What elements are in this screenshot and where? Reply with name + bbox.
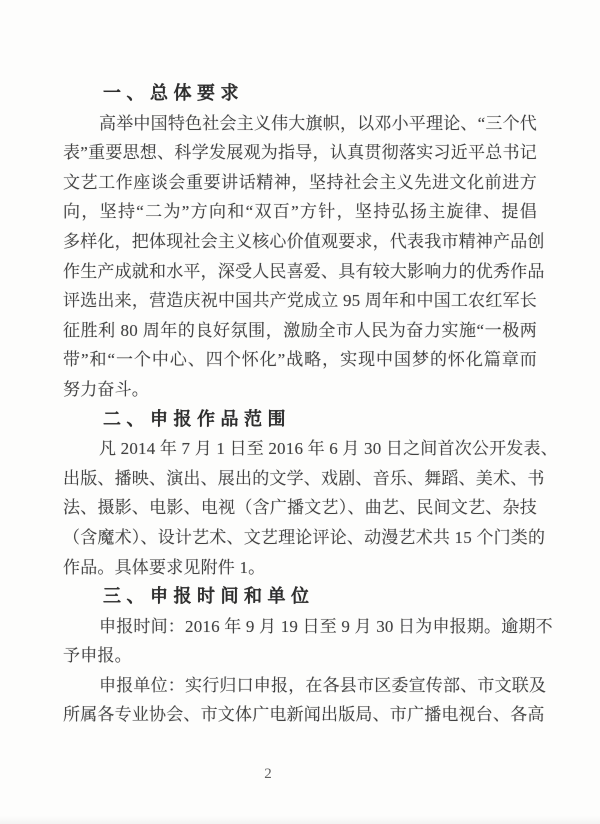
- section-heading: 三、申报时间和单位: [103, 586, 315, 607]
- text-line: 法、摄影、电影、电视（含广播文艺）、曲艺、民间文艺、杂技: [63, 498, 537, 518]
- text-line: 所属各专业协会、市文体广电新闻出版局、市广播电视台、各高: [63, 705, 545, 725]
- text-line: （含魔术）、设计艺术、文艺理论评论、动漫艺术共 15 个门类的: [63, 527, 546, 547]
- text-line: 申报单位：实行归口申报，在各县市区委宣传部、市文联及: [99, 675, 547, 695]
- text-line: 予申报。: [63, 646, 132, 666]
- page-number: 2: [264, 766, 272, 782]
- text-line: 带”和“一个中心、四个怀化”战略，实现中国梦的怀化篇章而: [63, 350, 537, 370]
- text-line: 努力奋斗。: [63, 379, 149, 399]
- text-line: 多样化，把体现社会主义核心价值观要求，代表我市精神产品创: [63, 231, 545, 251]
- document-body: [63, 79, 558, 730]
- text-line: 文艺工作座谈会重要讲话精神，坚持社会主义先进文化前进方: [63, 172, 537, 192]
- scan-shadow: [0, 816, 600, 824]
- text-line: 出版、播映、演出、展出的文学、戏剧、音乐、舞蹈、美术、书: [63, 468, 545, 488]
- text-line: 表”重要思想、科学发展观为指导，认真贯彻落实习近平总书记: [63, 143, 537, 163]
- text-line: 高举中国特色社会主义伟大旗帜，以邓小平理论、“三个代: [99, 113, 537, 133]
- section-heading: 一、总体要求: [103, 83, 244, 103]
- text-line: 申报时间：2016 年 9 月 19 日至 9 月 30 日为申报期。逾期不: [99, 616, 553, 636]
- section-heading: 二、申报作品范围: [103, 408, 291, 429]
- text-line: 凡 2014 年 7 月 1 日至 2016 年 6 月 30 日之间首次公开发表、: [99, 439, 558, 459]
- text-line: 评选出来，营造庆祝中国共产党成立 95 周年和中国工农红军长: [63, 291, 537, 311]
- text-line: 向，坚持“二为”方向和“双百”方针，坚持弘扬主旋律、提倡: [63, 202, 537, 222]
- text-line: 作生产成就和水平，深受人民喜爱、具有较大影响力的优秀作品: [63, 261, 545, 281]
- text-line: 作品。具体要求见附件 1。: [63, 557, 266, 577]
- text-line: 征胜利 80 周年的良好氛围，激励全市人民为奋力实施“一极两: [63, 320, 537, 340]
